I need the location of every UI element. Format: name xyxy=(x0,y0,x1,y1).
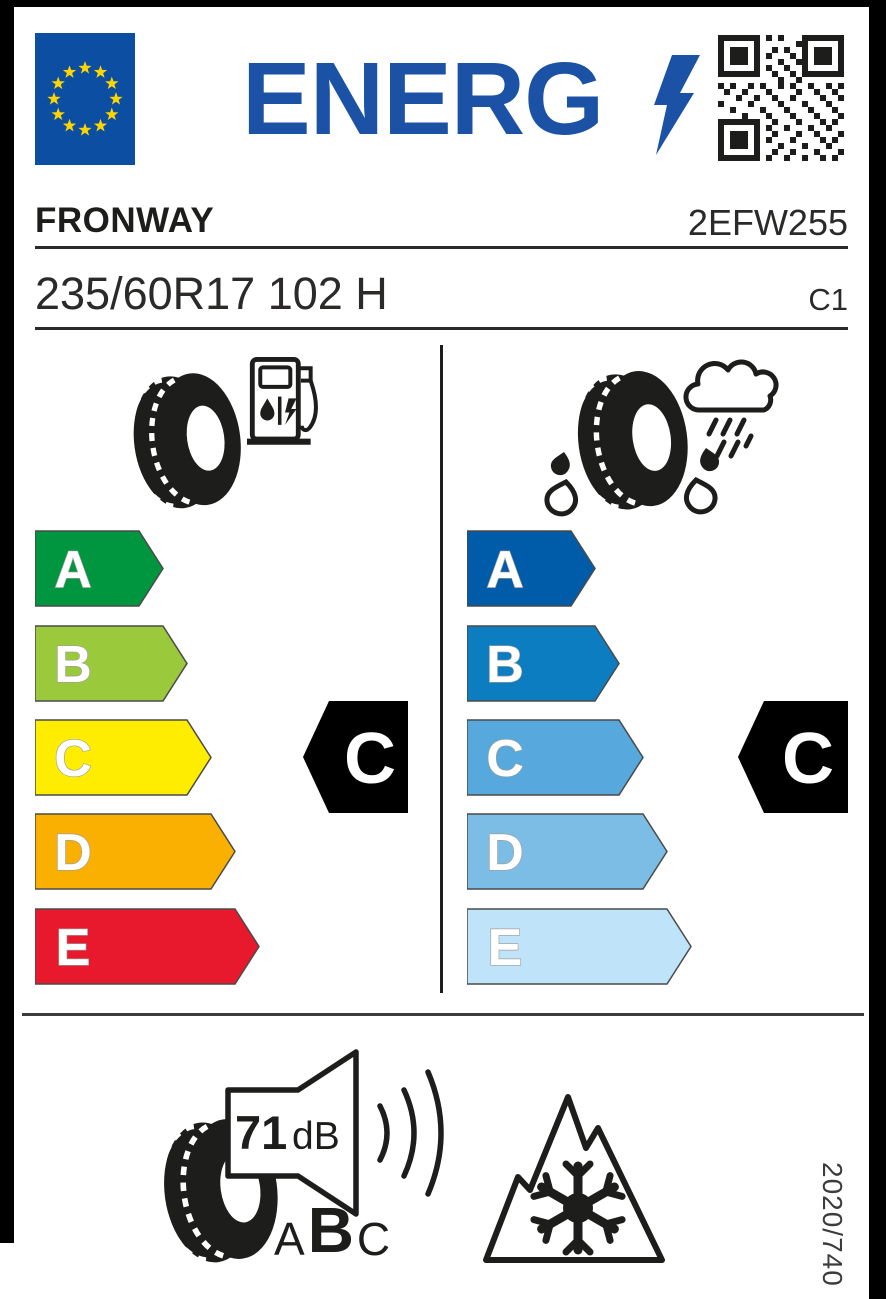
header-divider xyxy=(35,246,848,249)
tyre-class: C1 xyxy=(808,282,848,317)
size-divider xyxy=(35,327,848,330)
wet-rating-letter: C xyxy=(782,719,834,799)
noise-class-scale xyxy=(274,1194,391,1266)
svg-text:D: D xyxy=(486,824,524,882)
3pmsf-mountain-snowflake-icon xyxy=(478,1088,673,1268)
noise-class-b-rated: B xyxy=(307,1194,354,1266)
energ-logo-text: ENERG xyxy=(242,41,604,156)
brand-name: FRONWAY xyxy=(35,201,215,240)
label-border-top xyxy=(0,0,886,7)
model-code: 2EFW255 xyxy=(687,202,848,243)
lightning-bolt-icon xyxy=(650,55,700,155)
noise-unit: dB xyxy=(292,1115,340,1158)
svg-text:B: B xyxy=(54,636,92,694)
sound-waves-icon xyxy=(380,1072,441,1194)
svg-text:E: E xyxy=(487,919,523,977)
svg-text:A: A xyxy=(54,541,92,599)
noise-value: 71 xyxy=(235,1106,288,1159)
tire-fuel-pump-icon xyxy=(128,370,243,512)
bottom-section-divider xyxy=(22,1013,864,1016)
tyre-size-designation: 235/60R17 102 H xyxy=(35,268,388,319)
qr-code xyxy=(716,33,846,163)
scales-divider xyxy=(440,345,443,993)
wet-rating-indicator xyxy=(738,701,848,813)
svg-text:C: C xyxy=(486,730,524,788)
water-splash-icon xyxy=(538,440,753,520)
svg-text:B: B xyxy=(486,636,524,694)
svg-text:A: A xyxy=(486,541,524,599)
label-border-left xyxy=(0,0,14,1243)
svg-text:D: D xyxy=(54,824,92,882)
noise-class-c: C xyxy=(356,1213,391,1265)
fuel-rating-letter: C xyxy=(344,719,396,799)
noise-class-a: A xyxy=(274,1213,305,1265)
eu-flag-icon xyxy=(35,33,135,165)
fuel-pump-icon xyxy=(247,350,331,452)
regulation-number: 2020/740 xyxy=(817,1162,848,1287)
fuel-rating-indicator xyxy=(303,701,408,813)
svg-text:C: C xyxy=(54,730,92,788)
svg-text:E: E xyxy=(55,919,91,977)
